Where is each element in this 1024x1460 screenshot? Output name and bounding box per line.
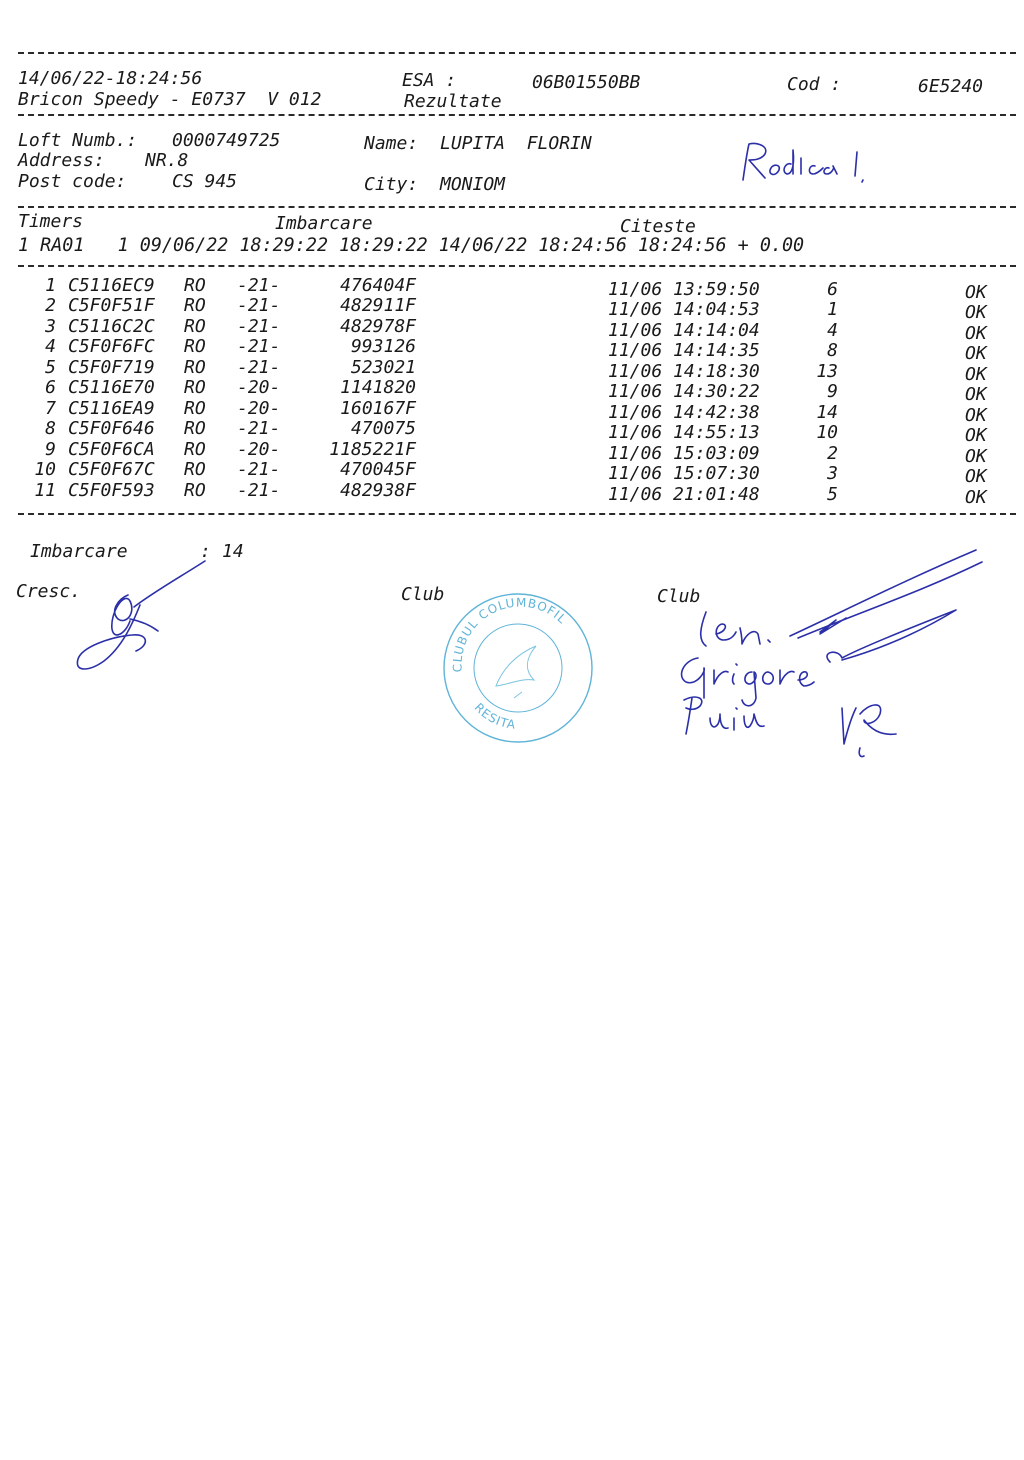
imbarcare-count-label: Imbarcare <box>30 541 128 562</box>
result-arrival: 11/06 14:30:22 <box>608 381 760 402</box>
result-chip-id: C5F0F67C <box>68 459 155 480</box>
separator-bottom <box>18 513 1016 515</box>
result-row <box>0 418 1024 446</box>
result-rank: 10 <box>816 422 838 443</box>
result-country: RO <box>184 398 206 419</box>
result-country: RO <box>184 336 206 357</box>
timer-row: 1 RA01 1 09/06/22 18:29:22 18:29:22 14/06/22 18:24:56 18:24:56 + 0.00 <box>18 235 805 256</box>
report-datetime: 14/06/22-18:24:56 <box>18 68 203 89</box>
club-stamp <box>440 588 596 748</box>
imbarcare-header: Imbarcare <box>275 213 373 234</box>
result-index: 10 <box>34 459 56 480</box>
result-year: -20- <box>237 398 281 419</box>
club-label-1: Club <box>401 584 445 605</box>
postcode-label: Post code: <box>18 171 127 192</box>
stamp-text-top: CLUBUL COLUMBOFIL <box>450 595 570 673</box>
result-ring: 523021 <box>350 357 416 378</box>
pigeon-emblem-icon <box>496 646 536 686</box>
result-chip-id: C5F0F6CA <box>68 439 155 460</box>
result-rank: 2 <box>827 443 838 464</box>
result-year: -20- <box>237 377 281 398</box>
result-year: -21- <box>237 459 281 480</box>
separator-top <box>18 52 1016 54</box>
result-row <box>0 459 1024 487</box>
club-signatures <box>670 548 990 768</box>
result-row <box>0 398 1024 426</box>
result-index: 8 <box>45 418 56 439</box>
result-status: OK <box>965 323 987 344</box>
stamp-text-bottom: RESITA <box>471 700 517 732</box>
result-chip-id: C5F0F6FC <box>68 336 155 357</box>
result-status: OK <box>965 446 987 467</box>
loft-number-value: 0000749725 <box>172 130 281 151</box>
result-country: RO <box>184 275 206 296</box>
breeder-signature <box>70 555 220 685</box>
result-chip-id: C5116EC9 <box>68 275 155 296</box>
result-row <box>0 295 1024 323</box>
result-rank: 4 <box>827 320 838 341</box>
result-index: 1 <box>45 275 56 296</box>
result-arrival: 11/06 21:01:48 <box>608 484 760 505</box>
result-ring: 1141820 <box>340 377 416 398</box>
result-arrival: 11/06 14:18:30 <box>608 361 760 382</box>
result-year: -21- <box>237 275 281 296</box>
result-rank: 1 <box>827 299 838 320</box>
result-status: OK <box>965 487 987 508</box>
report-type: Rezultate <box>404 91 502 112</box>
device-line: Bricon Speedy - E0737 V 012 <box>18 89 322 110</box>
result-status: OK <box>965 282 987 303</box>
result-row <box>0 357 1024 385</box>
result-index: 4 <box>45 336 56 357</box>
result-country: RO <box>184 357 206 378</box>
separator-results <box>18 265 1016 267</box>
result-index: 6 <box>45 377 56 398</box>
result-ring: 482938F <box>340 480 416 501</box>
result-ring: 470045F <box>340 459 416 480</box>
result-index: 2 <box>45 295 56 316</box>
result-status: OK <box>965 302 987 323</box>
result-rank: 6 <box>827 279 838 300</box>
result-ring: 160167F <box>340 398 416 419</box>
result-chip-id: C5116E70 <box>68 377 155 398</box>
result-index: 5 <box>45 357 56 378</box>
result-country: RO <box>184 480 206 501</box>
esa-label: ESA : <box>402 70 457 91</box>
result-arrival: 11/06 14:04:53 <box>608 299 760 320</box>
result-country: RO <box>184 295 206 316</box>
result-status: OK <box>965 384 987 405</box>
timers-header: Timers <box>18 211 84 232</box>
result-status: OK <box>965 425 987 446</box>
name-value: LUPITA FLORIN <box>440 133 592 154</box>
esa-value: 06B01550BB <box>532 72 641 93</box>
result-arrival: 11/06 15:03:09 <box>608 443 760 464</box>
result-ring: 993126 <box>350 336 416 357</box>
address-value: NR.8 <box>145 150 189 171</box>
city-value: MONIOM <box>440 174 506 195</box>
result-ring: 476404F <box>340 275 416 296</box>
cod-value: 6E5240 <box>918 76 984 97</box>
result-chip-id: C5F0F719 <box>68 357 155 378</box>
result-rank: 9 <box>827 381 838 402</box>
result-year: -21- <box>237 357 281 378</box>
result-arrival: 11/06 15:07:30 <box>608 463 760 484</box>
separator-timers <box>18 206 1016 208</box>
imbarcare-count-value: 14 <box>222 541 244 562</box>
result-row <box>0 336 1024 364</box>
result-ring: 482978F <box>340 316 416 337</box>
result-row <box>0 480 1024 508</box>
result-row <box>0 316 1024 344</box>
result-arrival: 11/06 14:14:35 <box>608 340 760 361</box>
result-rank: 3 <box>827 463 838 484</box>
cod-label: Cod : <box>787 74 842 95</box>
result-ring: 470075 <box>350 418 416 439</box>
result-country: RO <box>184 439 206 460</box>
result-year: -21- <box>237 295 281 316</box>
name-label: Name: <box>364 133 419 154</box>
result-row <box>0 275 1024 303</box>
result-year: -21- <box>237 336 281 357</box>
result-country: RO <box>184 459 206 480</box>
result-arrival: 11/06 14:55:13 <box>608 422 760 443</box>
result-rank: 14 <box>816 402 838 423</box>
result-chip-id: C5F0F593 <box>68 480 155 501</box>
result-country: RO <box>184 377 206 398</box>
cresc-label: Cresc. <box>16 581 82 602</box>
result-status: OK <box>965 405 987 426</box>
city-label: City: <box>364 174 419 195</box>
result-country: RO <box>184 316 206 337</box>
result-chip-id: C5F0F646 <box>68 418 155 439</box>
result-year: -21- <box>237 316 281 337</box>
result-chip-id: C5F0F51F <box>68 295 155 316</box>
result-index: 3 <box>45 316 56 337</box>
result-rank: 5 <box>827 484 838 505</box>
result-rank: 13 <box>816 361 838 382</box>
result-status: OK <box>965 364 987 385</box>
result-arrival: 11/06 14:14:04 <box>608 320 760 341</box>
result-arrival: 11/06 14:42:38 <box>608 402 760 423</box>
result-ring: 482911F <box>340 295 416 316</box>
result-arrival: 11/06 13:59:50 <box>608 279 760 300</box>
result-index: 9 <box>45 439 56 460</box>
result-status: OK <box>965 466 987 487</box>
result-index: 11 <box>34 480 56 501</box>
result-row <box>0 377 1024 405</box>
result-year: -21- <box>237 418 281 439</box>
result-row <box>0 439 1024 467</box>
result-rank: 8 <box>827 340 838 361</box>
result-ring: 1185221F <box>329 439 416 460</box>
citeste-header: Citeste <box>620 216 696 237</box>
result-year: -21- <box>237 480 281 501</box>
address-label: Address: <box>18 150 105 171</box>
loft-number-label: Loft Numb.: <box>18 130 138 151</box>
result-chip-id: C5116C2C <box>68 316 155 337</box>
result-chip-id: C5116EA9 <box>68 398 155 419</box>
postcode-value: CS 945 <box>172 171 238 192</box>
result-country: RO <box>184 418 206 439</box>
imbarcare-count-separator: : <box>200 541 211 562</box>
club-label-2: Club <box>657 586 701 607</box>
separator-loft <box>18 114 1016 116</box>
result-status: OK <box>965 343 987 364</box>
result-index: 7 <box>45 398 56 419</box>
result-year: -20- <box>237 439 281 460</box>
handwritten-note-signature <box>735 138 875 198</box>
